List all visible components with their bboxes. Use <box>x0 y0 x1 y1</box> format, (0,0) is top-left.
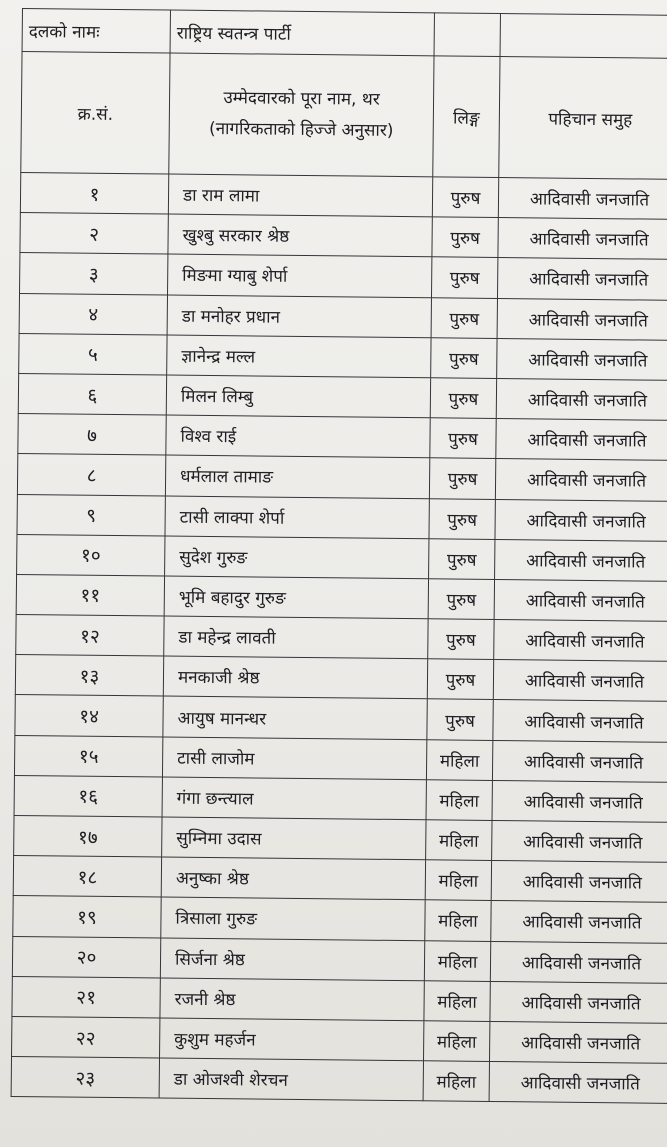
group-cell: आदिवासी जनजाति <box>490 941 667 983</box>
table-row <box>14 775 667 822</box>
name-cell: मिलन लिम्बु <box>166 375 430 418</box>
group-cell: आदिवासी जनजाति <box>492 820 667 862</box>
gender-cell: पुरुष <box>428 579 494 620</box>
header-row <box>21 52 667 180</box>
group-cell: आदिवासी जनजाति <box>492 740 667 782</box>
empty-cell <box>500 14 667 59</box>
serial-cell: ५ <box>19 333 167 375</box>
group-cell: आदिवासी जनजाति <box>497 338 667 380</box>
group-cell: आदिवासी जनजाति <box>493 660 667 702</box>
name-cell: खुश्बु सरकार श्रेष्ठ <box>168 214 432 257</box>
gender-cell: पुरुष <box>431 338 497 379</box>
gender-cell: पुरुष <box>430 418 496 459</box>
group-cell: आदिवासी जनजाति <box>496 378 667 420</box>
serial-cell: ७ <box>18 414 166 456</box>
gender-cell: महिला <box>423 1021 489 1062</box>
name-cell: रजनी श्रेष्ठ <box>160 978 424 1021</box>
name-cell: सुम्निमा उदास <box>162 817 426 860</box>
name-cell: कुशुम महर्जन <box>160 1018 424 1061</box>
name-cell: भूमि बहादुर गुरुङ <box>164 576 428 619</box>
serial-cell: २ <box>20 213 168 255</box>
group-cell: आदिवासी जनजाति <box>491 861 667 903</box>
name-cell: सिर्जना श्रेष्ठ <box>160 938 424 981</box>
gender-cell: पुरुष <box>429 458 495 499</box>
table-row <box>19 333 667 380</box>
serial-cell: १ <box>20 172 168 214</box>
serial-cell: १२ <box>16 615 164 657</box>
header-name <box>169 53 434 177</box>
header-gender: लिङ्ग <box>433 56 500 178</box>
name-cell: टासी लाक्पा शेर्पा <box>165 496 429 539</box>
name-cell: मिङमा ग्याबु शेर्पा <box>168 254 432 297</box>
gender-cell: महिला <box>425 860 491 901</box>
name-cell: डा मनोहर प्रधान <box>167 295 431 338</box>
name-cell: मनकाजी श्रेष्ठ <box>163 656 427 699</box>
table-row <box>17 534 667 581</box>
serial-cell: १४ <box>15 695 163 737</box>
gender-cell: महिला <box>426 820 492 861</box>
gender-cell: महिला <box>423 1061 489 1102</box>
serial-cell: २२ <box>12 1016 160 1058</box>
gender-cell: पुरुष <box>427 659 493 700</box>
name-cell: सुदेश गुरुङ <box>165 536 429 579</box>
serial-cell: २० <box>12 936 160 978</box>
serial-cell: ११ <box>16 574 164 616</box>
serial-cell: ९ <box>17 494 165 536</box>
candidate-table <box>11 8 667 1104</box>
table-row <box>15 695 667 742</box>
table-row <box>20 172 667 219</box>
name-cell: टासी लाजोम <box>162 737 426 780</box>
group-cell: आदिवासी जनजाति <box>497 298 667 340</box>
group-cell: आदिवासी जनजाति <box>492 780 667 822</box>
table-row <box>11 1057 667 1104</box>
group-cell: आदिवासी जनजाति <box>495 539 667 581</box>
name-cell: आयुष मानन्धर <box>163 696 427 739</box>
group-cell: आदिवासी जनजाति <box>497 258 667 300</box>
serial-cell: १७ <box>14 815 162 857</box>
serial-cell: १५ <box>14 735 162 777</box>
gender-cell: महिला <box>426 780 492 821</box>
table-row <box>19 293 667 340</box>
group-cell: आदिवासी जनजाति <box>498 218 667 260</box>
table-row <box>12 936 667 983</box>
serial-cell: ३ <box>20 253 168 295</box>
group-cell: आदिवासी जनजाति <box>498 178 667 220</box>
group-cell: आदिवासी जनजाति <box>496 419 667 461</box>
table-row <box>13 856 667 903</box>
table-row <box>14 815 667 862</box>
gender-cell: पुरुष <box>427 699 493 740</box>
table-row <box>16 615 667 662</box>
gender-cell: महिला <box>426 739 492 780</box>
serial-cell: ८ <box>17 454 165 496</box>
serial-cell: ४ <box>19 293 167 335</box>
header-serial: क्र.सं. <box>21 52 170 175</box>
name-cell: ज्ञानेन्द्र मल्ल <box>167 335 431 378</box>
name-cell: डा राम लामा <box>168 174 432 217</box>
empty-cell <box>434 13 500 57</box>
group-cell: आदिवासी जनजाति <box>495 459 667 501</box>
name-cell: अनुष्का श्रेष्ठ <box>161 857 425 900</box>
header-group: पहिचान समुह <box>499 57 667 180</box>
table-row <box>14 735 667 782</box>
group-cell: आदिवासी जनजाति <box>494 620 667 662</box>
table-row <box>20 213 667 260</box>
gender-cell: पुरुष <box>430 378 496 419</box>
name-cell: धर्मलाल तामाङ <box>165 455 429 498</box>
group-cell: आदिवासी जनजाति <box>490 981 667 1023</box>
serial-cell: १३ <box>15 655 163 697</box>
name-cell: गंगा छन्त्याल <box>162 777 426 820</box>
gender-cell: पुरुष <box>432 217 498 258</box>
serial-cell: १९ <box>13 896 161 938</box>
gender-cell: पुरुष <box>429 498 495 539</box>
candidate-table-body <box>11 9 667 1104</box>
party-label: दलको नामः <box>22 9 170 54</box>
header-name-line1: उम्मेदवारको पूरा नाम, थर <box>223 88 380 111</box>
serial-cell: २३ <box>11 1057 159 1099</box>
gender-cell: पुरुष <box>429 538 495 579</box>
table-row <box>13 896 667 943</box>
table-row <box>17 454 667 501</box>
gender-cell: महिला <box>425 900 491 941</box>
group-cell: आदिवासी जनजाति <box>489 1062 667 1104</box>
serial-cell: १६ <box>14 775 162 817</box>
gender-cell: पुरुष <box>431 257 497 298</box>
table-row <box>18 414 667 461</box>
party-row <box>22 9 667 59</box>
table-row <box>12 976 667 1023</box>
name-cell: डा महेन्द्र लावती <box>164 616 428 659</box>
table-row <box>15 655 667 702</box>
table-row <box>18 373 667 420</box>
table-row <box>17 494 667 541</box>
gender-cell: महिला <box>424 940 490 981</box>
gender-cell: पुरुष <box>431 297 497 338</box>
group-cell: आदिवासी जनजाति <box>494 579 667 621</box>
serial-cell: १८ <box>13 856 161 898</box>
gender-cell: महिला <box>424 981 490 1022</box>
serial-cell: २१ <box>12 976 160 1018</box>
serial-cell: ६ <box>18 373 166 415</box>
group-cell: आदिवासी जनजाति <box>489 1021 667 1063</box>
group-cell: आदिवासी जनजाति <box>491 901 667 943</box>
party-name: राष्ट्रिय स्वतन्त्र पार्टी <box>170 10 434 56</box>
table-row <box>12 1016 667 1063</box>
gender-cell: पुरुष <box>432 177 498 218</box>
name-cell: विश्व राई <box>166 415 430 458</box>
gender-cell: पुरुष <box>428 619 494 660</box>
table-row <box>20 253 667 300</box>
group-cell: आदिवासी जनजाति <box>495 499 667 541</box>
header-name-line2: (नागरिकताको हिज्जे अनुसार) <box>208 118 394 141</box>
name-cell: त्रिसाला गुरुङ <box>161 897 425 940</box>
name-cell: डा ओजश्वी शेरचन <box>159 1058 423 1101</box>
group-cell: आदिवासी जनजाति <box>493 700 667 742</box>
table-row <box>16 574 667 621</box>
serial-cell: १० <box>17 534 165 576</box>
